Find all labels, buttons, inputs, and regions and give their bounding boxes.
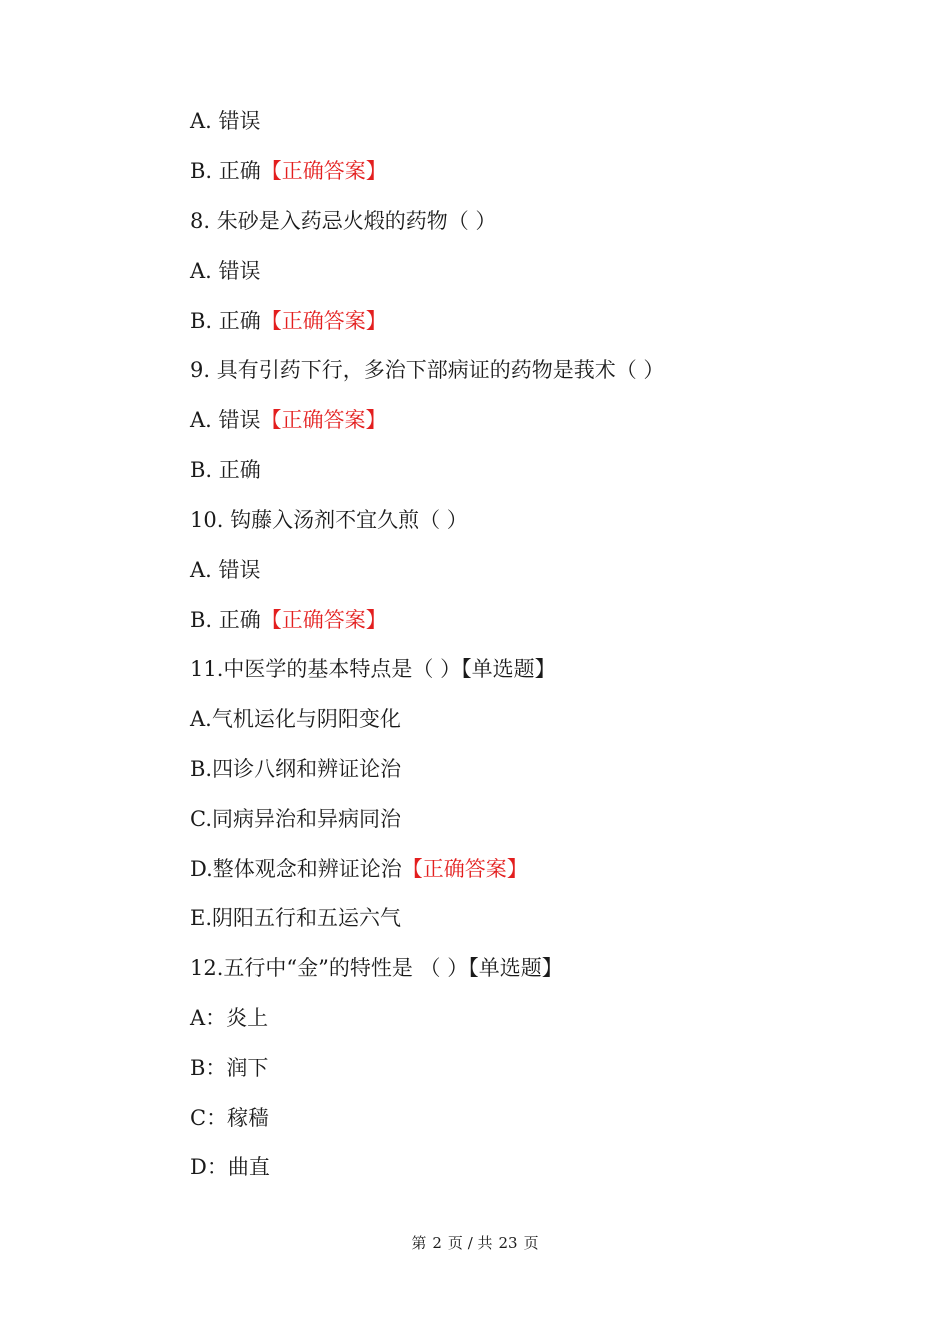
correct-answer-mark: 【正确答案】 <box>260 608 387 632</box>
option-text: D：曲直 <box>190 1155 270 1179</box>
option-text: C.同病异治和异病同治 <box>190 807 401 831</box>
option-line <box>190 405 387 435</box>
option-line <box>190 106 261 136</box>
footer-mid: 页 / 共 <box>447 1234 493 1252</box>
footer-page-number: 2 <box>432 1234 442 1252</box>
option-text: A.气机运化与阴阳变化 <box>190 707 401 731</box>
option-line <box>190 555 261 585</box>
option-text: B. 正确 <box>190 309 261 333</box>
option-line <box>190 804 401 834</box>
option-line <box>190 605 387 635</box>
option-text: B.四诊八纲和辨证论治 <box>190 757 402 781</box>
correct-answer-mark: 【正确答案】 <box>260 309 387 333</box>
question-text: 9. 具有引药下行，多治下部病证的药物是莪术（ ） <box>190 358 665 382</box>
option-text: B. 正确 <box>190 458 261 482</box>
question-text: 12.五行中“金”的特性是 （ ）【单选题】 <box>190 956 563 980</box>
option-text: E.阴阳五行和五运六气 <box>190 906 402 930</box>
question-line <box>190 654 556 684</box>
question-line <box>190 206 496 236</box>
question-text: 8. 朱砂是入药忌火煅的药物（ ） <box>190 209 497 233</box>
option-line <box>190 156 387 186</box>
question-line <box>190 505 468 535</box>
option-text: B. 正确 <box>190 608 261 632</box>
option-text: B：润下 <box>190 1056 269 1080</box>
option-text: A. 错误 <box>190 408 261 432</box>
option-line <box>190 903 401 933</box>
option-text: A：炎上 <box>190 1006 269 1030</box>
option-line <box>190 1053 268 1083</box>
option-line <box>190 306 387 336</box>
correct-answer-mark: 【正确答案】 <box>260 408 387 432</box>
question-line <box>190 953 563 983</box>
option-line <box>190 1152 270 1182</box>
footer-prefix: 第 <box>411 1234 427 1252</box>
page-footer <box>0 1232 950 1254</box>
option-line <box>190 704 401 734</box>
question-text: 10. 钩藤入汤剂不宜久煎（ ） <box>190 508 468 532</box>
option-text: B. 正确 <box>190 159 261 183</box>
option-text: D.整体观念和辨证论治 <box>190 857 402 881</box>
option-line <box>190 1003 268 1033</box>
question-text: 11.中医学的基本特点是（ ）【单选题】 <box>190 657 556 681</box>
correct-answer-mark: 【正确答案】 <box>401 857 528 881</box>
option-text: A. 错误 <box>190 558 261 582</box>
option-text: C：稼穑 <box>190 1106 270 1130</box>
option-line <box>190 1103 269 1133</box>
option-line <box>190 455 261 485</box>
footer-total-pages: 23 <box>498 1234 518 1252</box>
question-line <box>190 355 664 385</box>
option-text: A. 错误 <box>190 109 261 133</box>
footer-suffix: 页 <box>523 1234 539 1252</box>
correct-answer-mark: 【正确答案】 <box>260 159 387 183</box>
option-line <box>190 256 261 286</box>
option-text: A. 错误 <box>190 259 261 283</box>
option-line <box>190 754 401 784</box>
option-line <box>190 854 528 884</box>
